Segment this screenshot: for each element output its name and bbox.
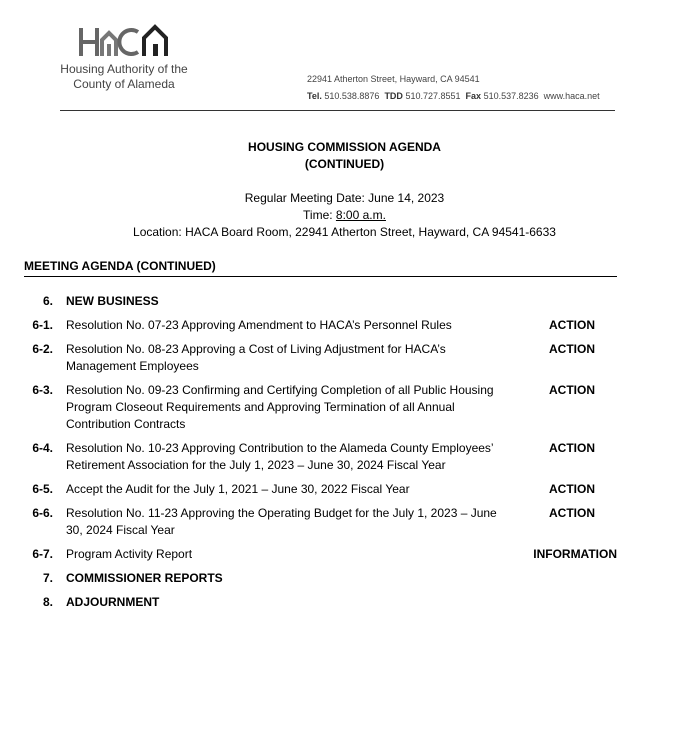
item-text: Resolution No. 08-23 Approving a Cost of Living Adjustment for HACA’s Management Employees [66, 342, 446, 373]
agenda-item [24, 341, 617, 375]
item-number: 6-4. [32, 441, 53, 455]
item-text: Resolution No. 09-23 Confirming and Certifying Completion of all Public Housing Program Closeout Requirements and Approving Termination of all Annual Contribution Contracts [66, 383, 494, 431]
item-text: NEW BUSINESS [66, 294, 159, 308]
section-heading: MEETING AGENDA (CONTINUED) [24, 259, 617, 277]
haca-logo-icon [78, 24, 168, 58]
item-action: INFORMATION [533, 547, 617, 561]
org-name [60, 62, 188, 92]
agenda-item [24, 481, 617, 498]
item-text: Accept the Audit for the July 1, 2021 – June 30, 2022 Fiscal Year [66, 482, 410, 496]
page-title [3, 139, 683, 173]
item-text: COMMISSIONER REPORTS [66, 571, 223, 585]
address: 22941 Atherton Street, Hayward, CA 94541 [307, 74, 480, 84]
tdd-label: TDD [384, 91, 403, 101]
item-text: Resolution No. 07-23 Approving Amendment to HACA’s Personnel Rules [66, 318, 452, 332]
agenda-item [24, 594, 617, 611]
agenda-list [24, 293, 617, 618]
agenda-item [24, 293, 617, 310]
item-action: ACTION [549, 441, 595, 455]
fax: 510.537.8236 [483, 91, 539, 101]
item-action: ACTION [549, 342, 595, 356]
org-name-line1: Housing Authority of the [60, 62, 188, 76]
title-line2: (CONTINUED) [304, 157, 385, 171]
item-number: 6-6. [32, 506, 53, 520]
agenda-item [24, 440, 617, 474]
item-text: ADJOURNMENT [66, 595, 160, 609]
item-number: 6-2. [32, 342, 53, 356]
title-line1: HOUSING COMMISSION AGENDA [248, 140, 441, 154]
item-text: Resolution No. 10-23 Approving Contribution to the Alameda County Employees’ Retirement Association for the July 1, 2023 – June 30, 2024 Fiscal Year [66, 441, 494, 472]
phone-line [307, 88, 600, 105]
fax-label: Fax [465, 91, 482, 101]
org-name-line2: County of Alameda [73, 77, 175, 91]
item-number: 6-3. [32, 383, 53, 397]
agenda-item [24, 570, 617, 587]
item-number: 6-5. [32, 482, 53, 496]
item-action: ACTION [549, 383, 595, 397]
haca-logo [78, 24, 168, 63]
meeting-location: Location: HACA Board Room, 22941 Atherton Street, Hayward, CA 94541-6633 [133, 225, 556, 239]
item-number: 6-1. [32, 318, 53, 332]
item-number: 7. [42, 571, 53, 585]
tel: 510.538.8876 [324, 91, 380, 101]
meeting-info [3, 190, 683, 241]
agenda-item [24, 505, 617, 539]
website: www.haca.net [543, 91, 600, 101]
item-action: ACTION [549, 482, 595, 496]
tdd: 510.727.8551 [405, 91, 461, 101]
item-number: 8. [42, 595, 53, 609]
item-text: Program Activity Report [66, 547, 193, 561]
item-action: ACTION [549, 506, 595, 520]
time-label: Time: [303, 208, 336, 222]
agenda-item [24, 317, 617, 334]
contact-info [307, 71, 600, 105]
item-number: 6. [42, 294, 53, 308]
agenda-item [24, 382, 617, 433]
meeting-time [3, 207, 683, 224]
item-text: Resolution No. 11-23 Approving the Operating Budget for the July 1, 2023 – June 30, 2024 Fiscal Year [66, 506, 497, 537]
time-value: 8:00 a.m. [335, 208, 386, 222]
item-action: ACTION [549, 318, 595, 332]
agenda-item [24, 546, 617, 563]
meeting-date: Regular Meeting Date: June 14, 2023 [244, 191, 445, 205]
tel-label: Tel. [307, 91, 322, 101]
item-number: 6-7. [32, 547, 53, 561]
header-divider [60, 110, 615, 111]
